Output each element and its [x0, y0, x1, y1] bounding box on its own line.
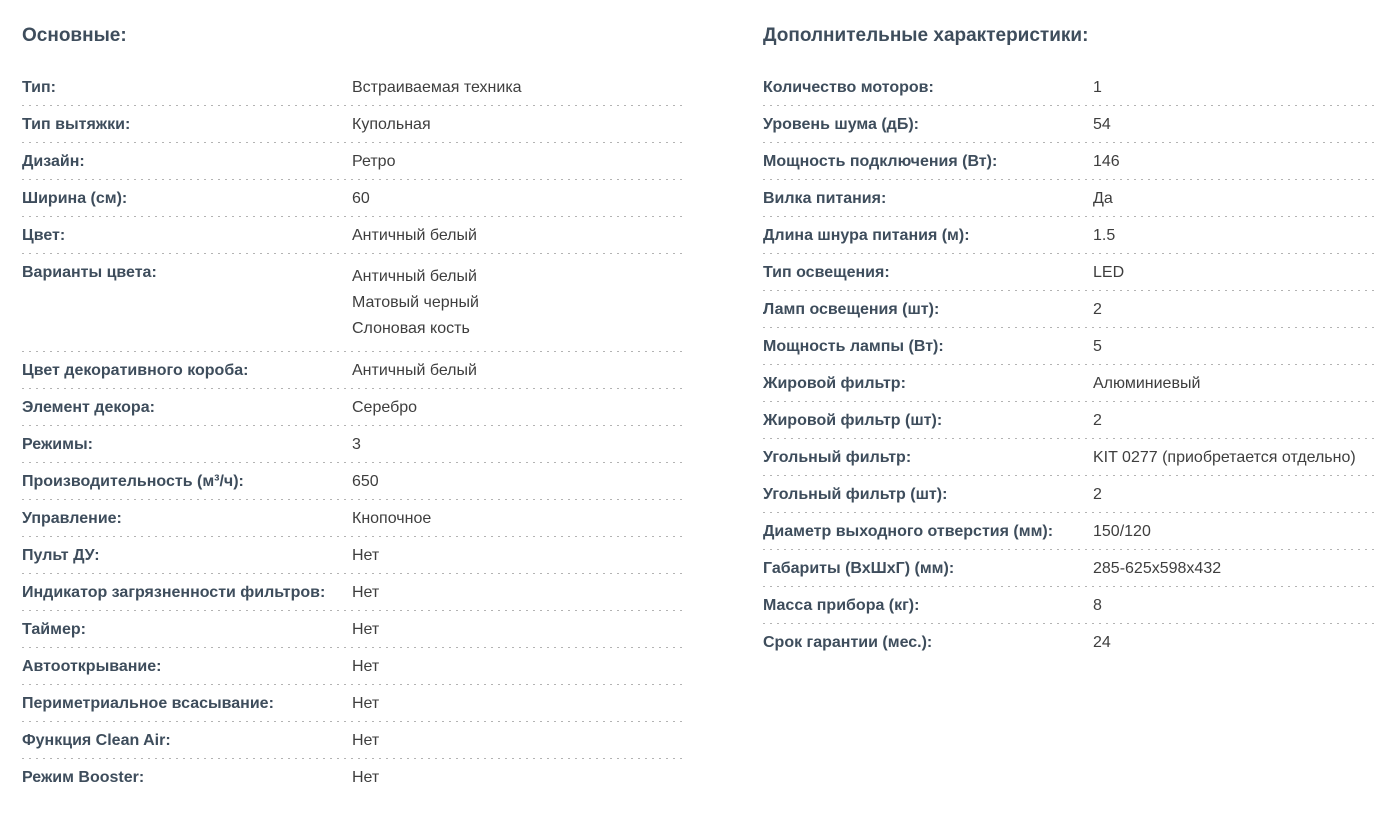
spec-value-line: Ретро — [352, 153, 396, 170]
spec-label: Угольный фильтр (шт): — [763, 486, 948, 503]
spec-row — [763, 69, 1375, 106]
spec-row — [763, 550, 1375, 587]
spec-label: Тип вытяжки: — [22, 116, 131, 133]
spec-value-line: 150/120 — [1093, 523, 1151, 540]
spec-label: Масса прибора (кг): — [763, 597, 920, 614]
spec-value — [1093, 264, 1124, 281]
spec-value — [1093, 634, 1111, 651]
spec-label: Режимы: — [22, 436, 93, 453]
spec-row — [22, 463, 682, 500]
spec-row — [22, 500, 682, 537]
main-specs-section — [22, 25, 682, 796]
spec-label: Ширина (см): — [22, 190, 128, 207]
spec-value-line: Нет — [352, 658, 380, 675]
spec-value — [352, 658, 379, 675]
spec-label: Функция Clean Air: — [22, 732, 171, 749]
spec-value — [352, 264, 479, 342]
spec-value-line: 650 — [352, 473, 379, 490]
spec-value-line: 3 — [352, 436, 361, 453]
spec-value-line: Нет — [352, 547, 380, 564]
spec-row — [22, 611, 682, 648]
spec-value — [352, 732, 379, 749]
spec-value — [352, 79, 522, 96]
spec-value-line: 2 — [1093, 301, 1102, 318]
spec-value-line: Матовый черный — [352, 294, 479, 311]
spec-value-line: KIT 0277 (приобретается отдельно) — [1093, 449, 1356, 466]
spec-row — [22, 217, 682, 254]
spec-row — [22, 648, 682, 685]
spec-row — [763, 624, 1375, 661]
spec-value-line: Античный белый — [352, 227, 477, 244]
spec-value-line: Нет — [352, 621, 380, 638]
additional-specs-section — [763, 25, 1375, 796]
spec-value-line: Нет — [352, 584, 380, 601]
spec-value-line: Да — [1093, 190, 1113, 207]
spec-value — [352, 190, 370, 207]
spec-value — [1093, 190, 1113, 207]
spec-row — [763, 587, 1375, 624]
spec-value — [1093, 79, 1102, 96]
spec-label: Элемент декора: — [22, 399, 155, 416]
spec-label: Количество моторов: — [763, 79, 934, 96]
spec-label: Дизайн: — [22, 153, 85, 170]
spec-value-line: Алюминиевый — [1093, 375, 1201, 392]
spec-label: Таймер: — [22, 621, 86, 638]
spec-label: Вилка питания: — [763, 190, 887, 207]
spec-row — [22, 106, 682, 143]
spec-row — [22, 759, 682, 796]
spec-value-line: 60 — [352, 190, 370, 207]
spec-label: Производительность (м³/ч): — [22, 473, 244, 490]
spec-value-line: Серебро — [352, 399, 418, 416]
additional-specs-rows — [763, 69, 1375, 661]
spec-value — [352, 153, 395, 170]
spec-value — [1093, 338, 1102, 355]
section-title-main: Основные: — [22, 25, 127, 46]
spec-value-line: Кнопочное — [352, 510, 432, 527]
spec-value — [1093, 116, 1111, 133]
spec-row — [22, 426, 682, 463]
spec-row — [22, 143, 682, 180]
spec-value — [1093, 523, 1151, 540]
spec-value — [1093, 560, 1221, 577]
spec-value-line: Нет — [352, 695, 380, 712]
spec-row — [22, 180, 682, 217]
spec-value-line: 2 — [1093, 486, 1102, 503]
spec-label: Тип освещения: — [763, 264, 890, 281]
spec-row — [763, 439, 1375, 476]
main-specs-rows — [22, 69, 682, 796]
spec-row — [763, 143, 1375, 180]
spec-value — [352, 584, 379, 601]
spec-label: Цвет декоративного короба: — [22, 362, 249, 379]
spec-row — [763, 365, 1375, 402]
spec-value-line: Встраиваемая техника — [352, 79, 522, 96]
spec-label: Пульт ДУ: — [22, 547, 100, 564]
spec-label: Жировой фильтр (шт): — [763, 412, 943, 429]
spec-value-line: Слоновая кость — [352, 320, 470, 337]
spec-label: Варианты цвета: — [22, 264, 157, 281]
spec-label: Управление: — [22, 510, 122, 527]
spec-value-line: 285-625x598x432 — [1093, 560, 1222, 577]
spec-label: Габариты (ВхШхГ) (мм): — [763, 560, 955, 577]
spec-value — [352, 510, 431, 527]
spec-value — [1093, 412, 1102, 429]
spec-value-line: Античный белый — [352, 268, 477, 285]
spec-value — [352, 116, 431, 133]
spec-row — [763, 106, 1375, 143]
spec-value — [352, 695, 379, 712]
section-title-additional: Дополнительные характеристики: — [763, 25, 1089, 46]
spec-value — [352, 547, 379, 564]
spec-row — [22, 537, 682, 574]
spec-label: Режим Booster: — [22, 769, 145, 786]
spec-value-line: Нет — [352, 769, 380, 786]
spec-row — [22, 352, 682, 389]
spec-value — [352, 769, 379, 786]
spec-row — [22, 254, 682, 352]
spec-label: Жировой фильтр: — [763, 375, 906, 392]
spec-label: Периметриальное всасывание: — [22, 695, 274, 712]
spec-row — [22, 574, 682, 611]
spec-value — [352, 227, 477, 244]
spec-value-line: LED — [1093, 264, 1125, 281]
spec-label: Тип: — [22, 79, 56, 96]
spec-value-line: Купольная — [352, 116, 431, 133]
spec-row — [763, 254, 1375, 291]
spec-label: Диаметр выходного отверстия (мм): — [763, 523, 1054, 540]
spec-value — [1093, 375, 1200, 392]
spec-value-line: Нет — [352, 732, 380, 749]
spec-label: Срок гарантии (мес.): — [763, 634, 933, 651]
spec-label: Мощность лампы (Вт): — [763, 338, 944, 355]
spec-value — [1093, 597, 1102, 614]
spec-value — [1093, 301, 1102, 318]
spec-row — [763, 328, 1375, 365]
spec-row — [22, 722, 682, 759]
spec-value-line: 8 — [1093, 597, 1102, 614]
spec-row — [763, 476, 1375, 513]
spec-value-line: 146 — [1093, 153, 1120, 170]
spec-row — [763, 217, 1375, 254]
spec-value-line: 1 — [1093, 79, 1102, 96]
spec-label: Ламп освещения (шт): — [763, 301, 940, 318]
spec-value — [352, 362, 477, 379]
spec-value-line: 2 — [1093, 412, 1102, 429]
spec-row — [763, 513, 1375, 550]
spec-value-line: 24 — [1093, 634, 1111, 651]
spec-value — [1093, 227, 1115, 244]
spec-label: Цвет: — [22, 227, 66, 244]
spec-value — [352, 399, 417, 416]
spec-value-line: Античный белый — [352, 362, 477, 379]
spec-label: Автооткрывание: — [22, 658, 162, 675]
spec-value-line: 5 — [1093, 338, 1102, 355]
spec-value — [352, 621, 379, 638]
spec-row — [22, 389, 682, 426]
spec-row — [763, 291, 1375, 328]
spec-label: Уровень шума (дБ): — [763, 116, 919, 133]
spec-value-line: 1.5 — [1093, 227, 1116, 244]
spec-value — [1093, 486, 1102, 503]
spec-row — [22, 685, 682, 722]
spec-value — [352, 473, 379, 490]
spec-label: Длина шнура питания (м): — [763, 227, 970, 244]
spec-label: Индикатор загрязненности фильтров: — [22, 584, 326, 601]
spec-label: Угольный фильтр: — [763, 449, 912, 466]
spec-row — [22, 69, 682, 106]
spec-row — [763, 180, 1375, 217]
spec-label: Мощность подключения (Вт): — [763, 153, 998, 170]
spec-value-line: 54 — [1093, 116, 1111, 133]
spec-value — [1093, 153, 1120, 170]
spec-value — [352, 436, 361, 453]
spec-value — [1093, 449, 1356, 466]
spec-row — [763, 402, 1375, 439]
